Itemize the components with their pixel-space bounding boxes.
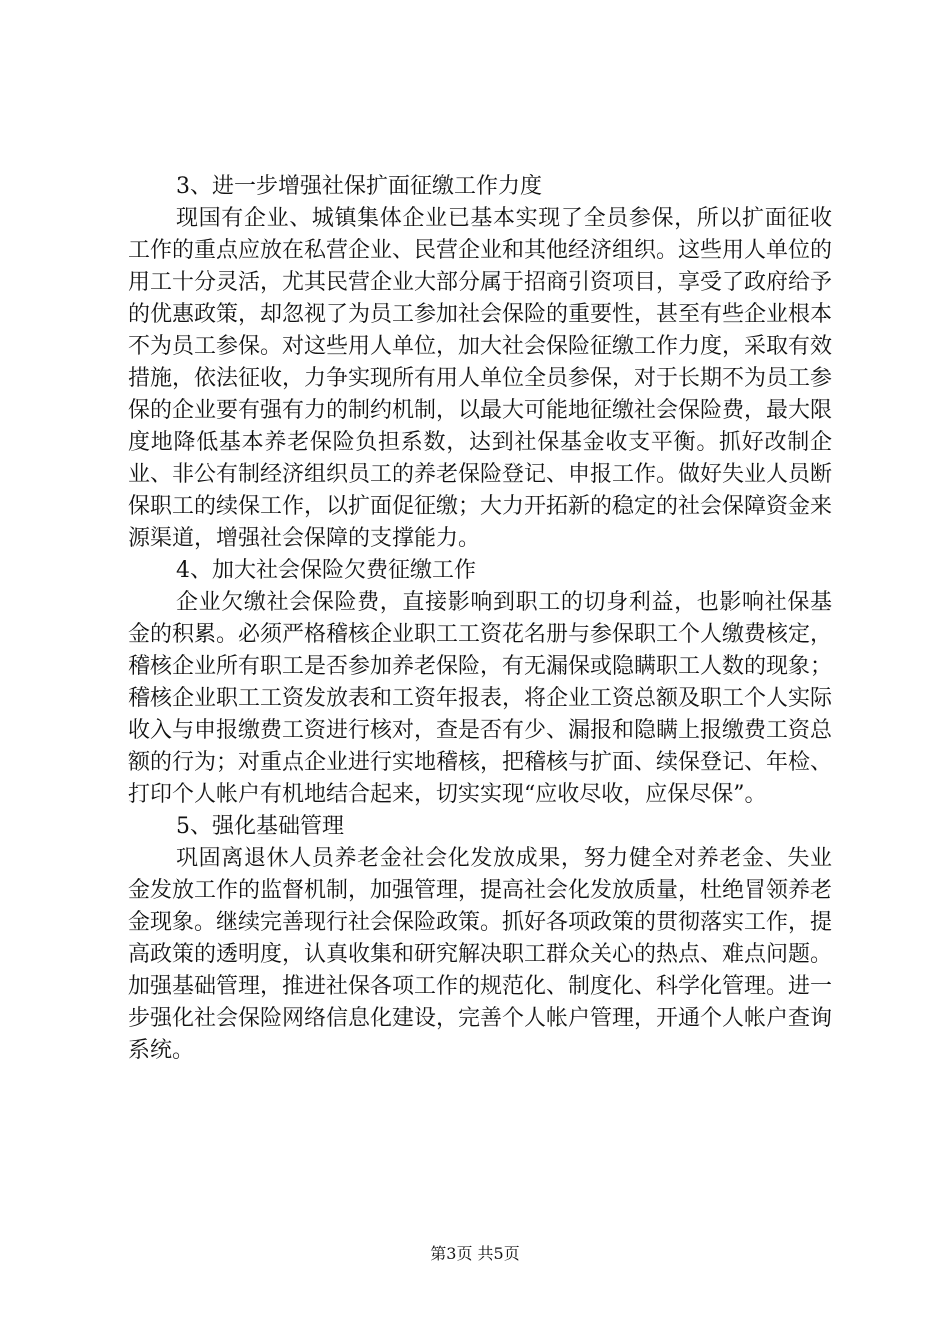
section-paragraph: 企业欠缴社会保险费，直接影响到职工的切身利益，也影响社保基金的积累。必须严格稽核企业职工工资花名册与参保职工个人缴费核定，稽核企业所有职工是否参加养老保险，有无漏保或隐瞒职工人数的现象；稽核企业职工工资发放表和工资年报表，将企业工资总额及职工个人实际收入与申报缴费工资进行核对，查是否有少、漏报和隐瞒上报缴费工资总额的行为；对重点企业进行实地稽核，把稽核与扩面、续保登记、年检、打印个人帐户有机地结合起来，切实实现“应收尽收，应保尽保”。 xyxy=(128,590,833,807)
section-paragraph: 巩固离退休人员养老金社会化发放成果，努力健全对养老金、失业金发放工作的监督机制，加强管理，提高社会化发放质量，杜绝冒领养老金现象。继续完善现行社会保险政策。抓好各项政策的贯彻落实工作，提高政策的透明度，认真收集和研究解决职工群众关心的热点、难点问题。加强基础管理，推进社保各项工作的规范化、制度化、科学化管理。进一步强化社会保险网络信息化建设，完善个人帐户管理，开通个人帐户查询系统。 xyxy=(128,846,833,1063)
section-heading: 5、强化基础管理 xyxy=(176,814,344,839)
section-5 xyxy=(128,811,832,1067)
section-paragraph: 现国有企业、城镇集体企业已基本实现了全员参保，所以扩面征收工作的重点应放在私营企业、民营企业和其他经济组织。这些用人单位的用工十分灵活，尤其民营企业大部分属于招商引资项目，享受了政府给予的优惠政策，却忽视了为员工参加社会保险的重要性，甚至有些企业根本不为员工参保。对这些用人单位，加大社会保险征缴工作力度，采取有效措施，依法征收，力争实现所有用人单位全员参保，对于长期不为员工参保的企业要有强有力的制约机制，以最大可能地征缴社会保险费，最大限度地降低基本养老保险负担系数，达到社保基金收支平衡。抓好改制企业、非公有制经济组织员工的养老保险登记、申报工作。做好失业人员断保职工的续保工作，以扩面促征缴；大力开拓新的稳定的社会保障资金来源渠道，增强社会保障的支撑能力。 xyxy=(128,206,833,551)
page-footer xyxy=(0,1244,950,1264)
page-number-label: 第3页 共5页 xyxy=(430,1244,520,1263)
section-4 xyxy=(128,555,832,811)
section-3 xyxy=(128,171,832,555)
document-body xyxy=(128,171,832,1067)
section-heading: 4、加大社会保险欠费征缴工作 xyxy=(176,558,476,583)
section-heading: 3、进一步增强社保扩面征缴工作力度 xyxy=(176,174,542,199)
